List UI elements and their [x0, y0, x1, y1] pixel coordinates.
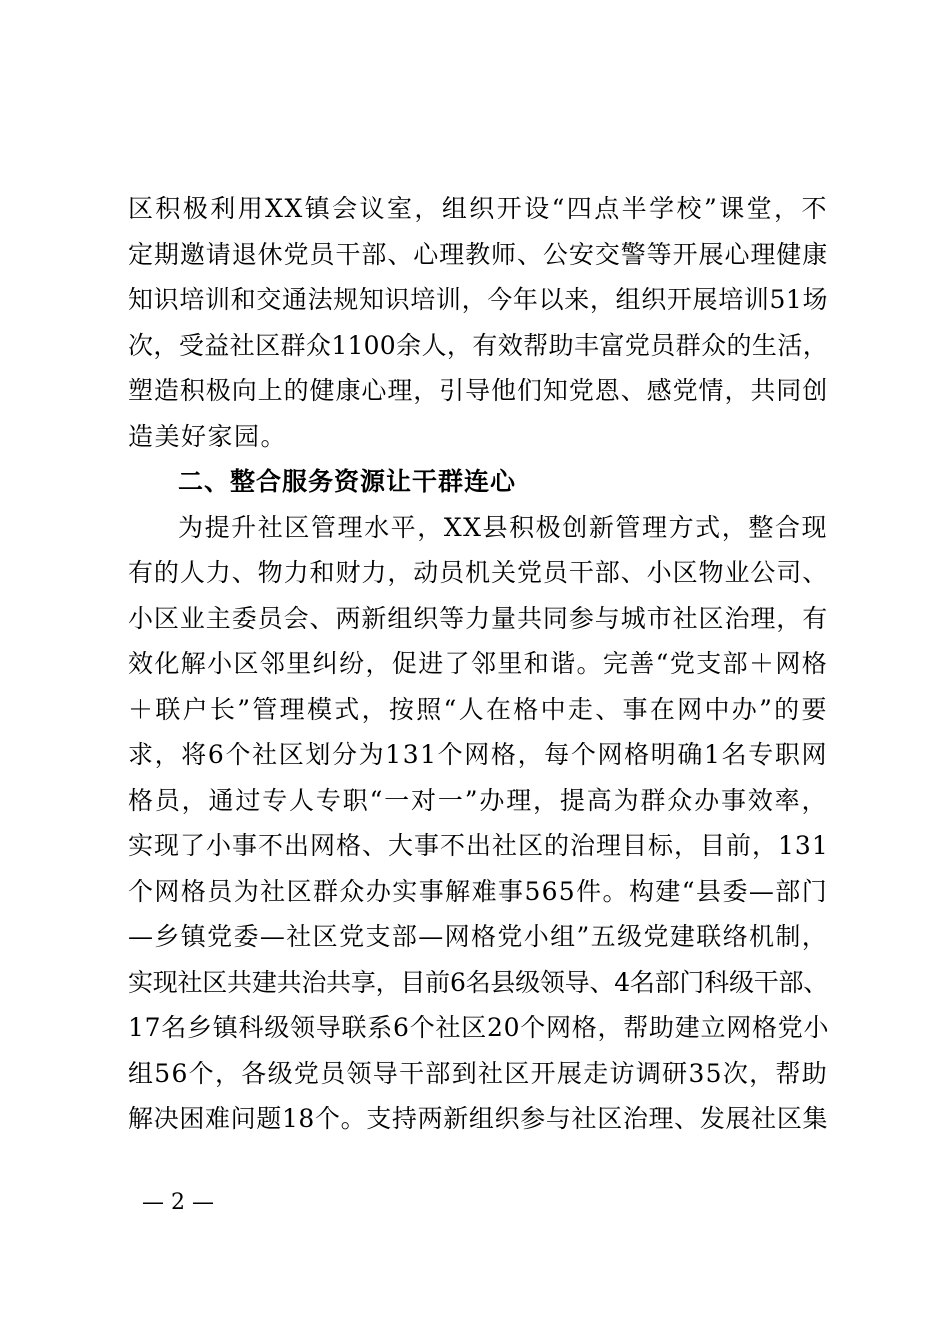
text-line: 造美好家园。 — [128, 421, 288, 451]
text-line: ＋联户长”管理模式，按照“人在格中走、事在网中办”的要 — [128, 694, 828, 724]
text-line: 定期邀请退休党员干部、心理教师、公安交警等开展心理健康 — [128, 239, 828, 269]
text-line: 实现社区共建共治共享，目前6名县级领导、4名部门科级干部、 — [128, 967, 828, 997]
text-line: 区积极利用XX镇会议室，组织开设“四点半学校”课堂，不 — [128, 194, 828, 223]
text-line: 实现了小事不出网格、大事不出社区的治理目标，目前，131 — [128, 831, 829, 860]
text-line: 格员，通过专人专职“一对一”办理，提高为群众办事效率， — [128, 785, 828, 815]
text-line: 次，受益社区群众1100余人，有效帮助丰富党员群众的生活， — [128, 330, 828, 360]
text-line: 有的人力、物力和财力，动员机关党员干部、小区物业公司、 — [128, 558, 828, 587]
text-line: 为提升社区管理水平，XX县积极创新管理方式，整合现 — [178, 512, 828, 542]
text-line: 效化解小区邻里纠纷，促进了邻里和谐。完善“党支部＋网格 — [128, 649, 828, 678]
text-line: 组56个，各级党员领导干部到社区开展走访调研35次，帮助 — [128, 1058, 828, 1088]
text-line: 解决困难问题18个。支持两新组织参与社区治理、发展社区集 — [128, 1104, 828, 1133]
document-body — [128, 186, 828, 1142]
paragraph-1 — [128, 186, 828, 459]
text-line: 塑造积极向上的健康心理，引导他们知党恩、感党情，共同创 — [128, 376, 828, 405]
section-heading: 二、整合服务资源让干群连心 — [178, 467, 517, 496]
paragraph-2 — [128, 505, 828, 1142]
text-line: —乡镇党委—社区党支部—网格党小组”五级党建联络机制， — [128, 922, 828, 951]
text-line: 知识培训和交通法规知识培训，今年以来，组织开展培训51场 — [128, 285, 828, 314]
text-line: 小区业主委员会、两新组织等力量共同参与城市社区治理，有 — [128, 603, 828, 633]
text-line: 求，将6个社区划分为131个网格，每个网格明确1名专职网 — [128, 740, 828, 769]
page-number: — 2 — — [142, 1190, 214, 1215]
text-line: 17名乡镇科级领导联系6个社区20个网格，帮助建立网格党小 — [128, 1013, 830, 1042]
text-line: 个网格员为社区群众办实事解难事565件。构建“县委—部门 — [128, 876, 828, 906]
